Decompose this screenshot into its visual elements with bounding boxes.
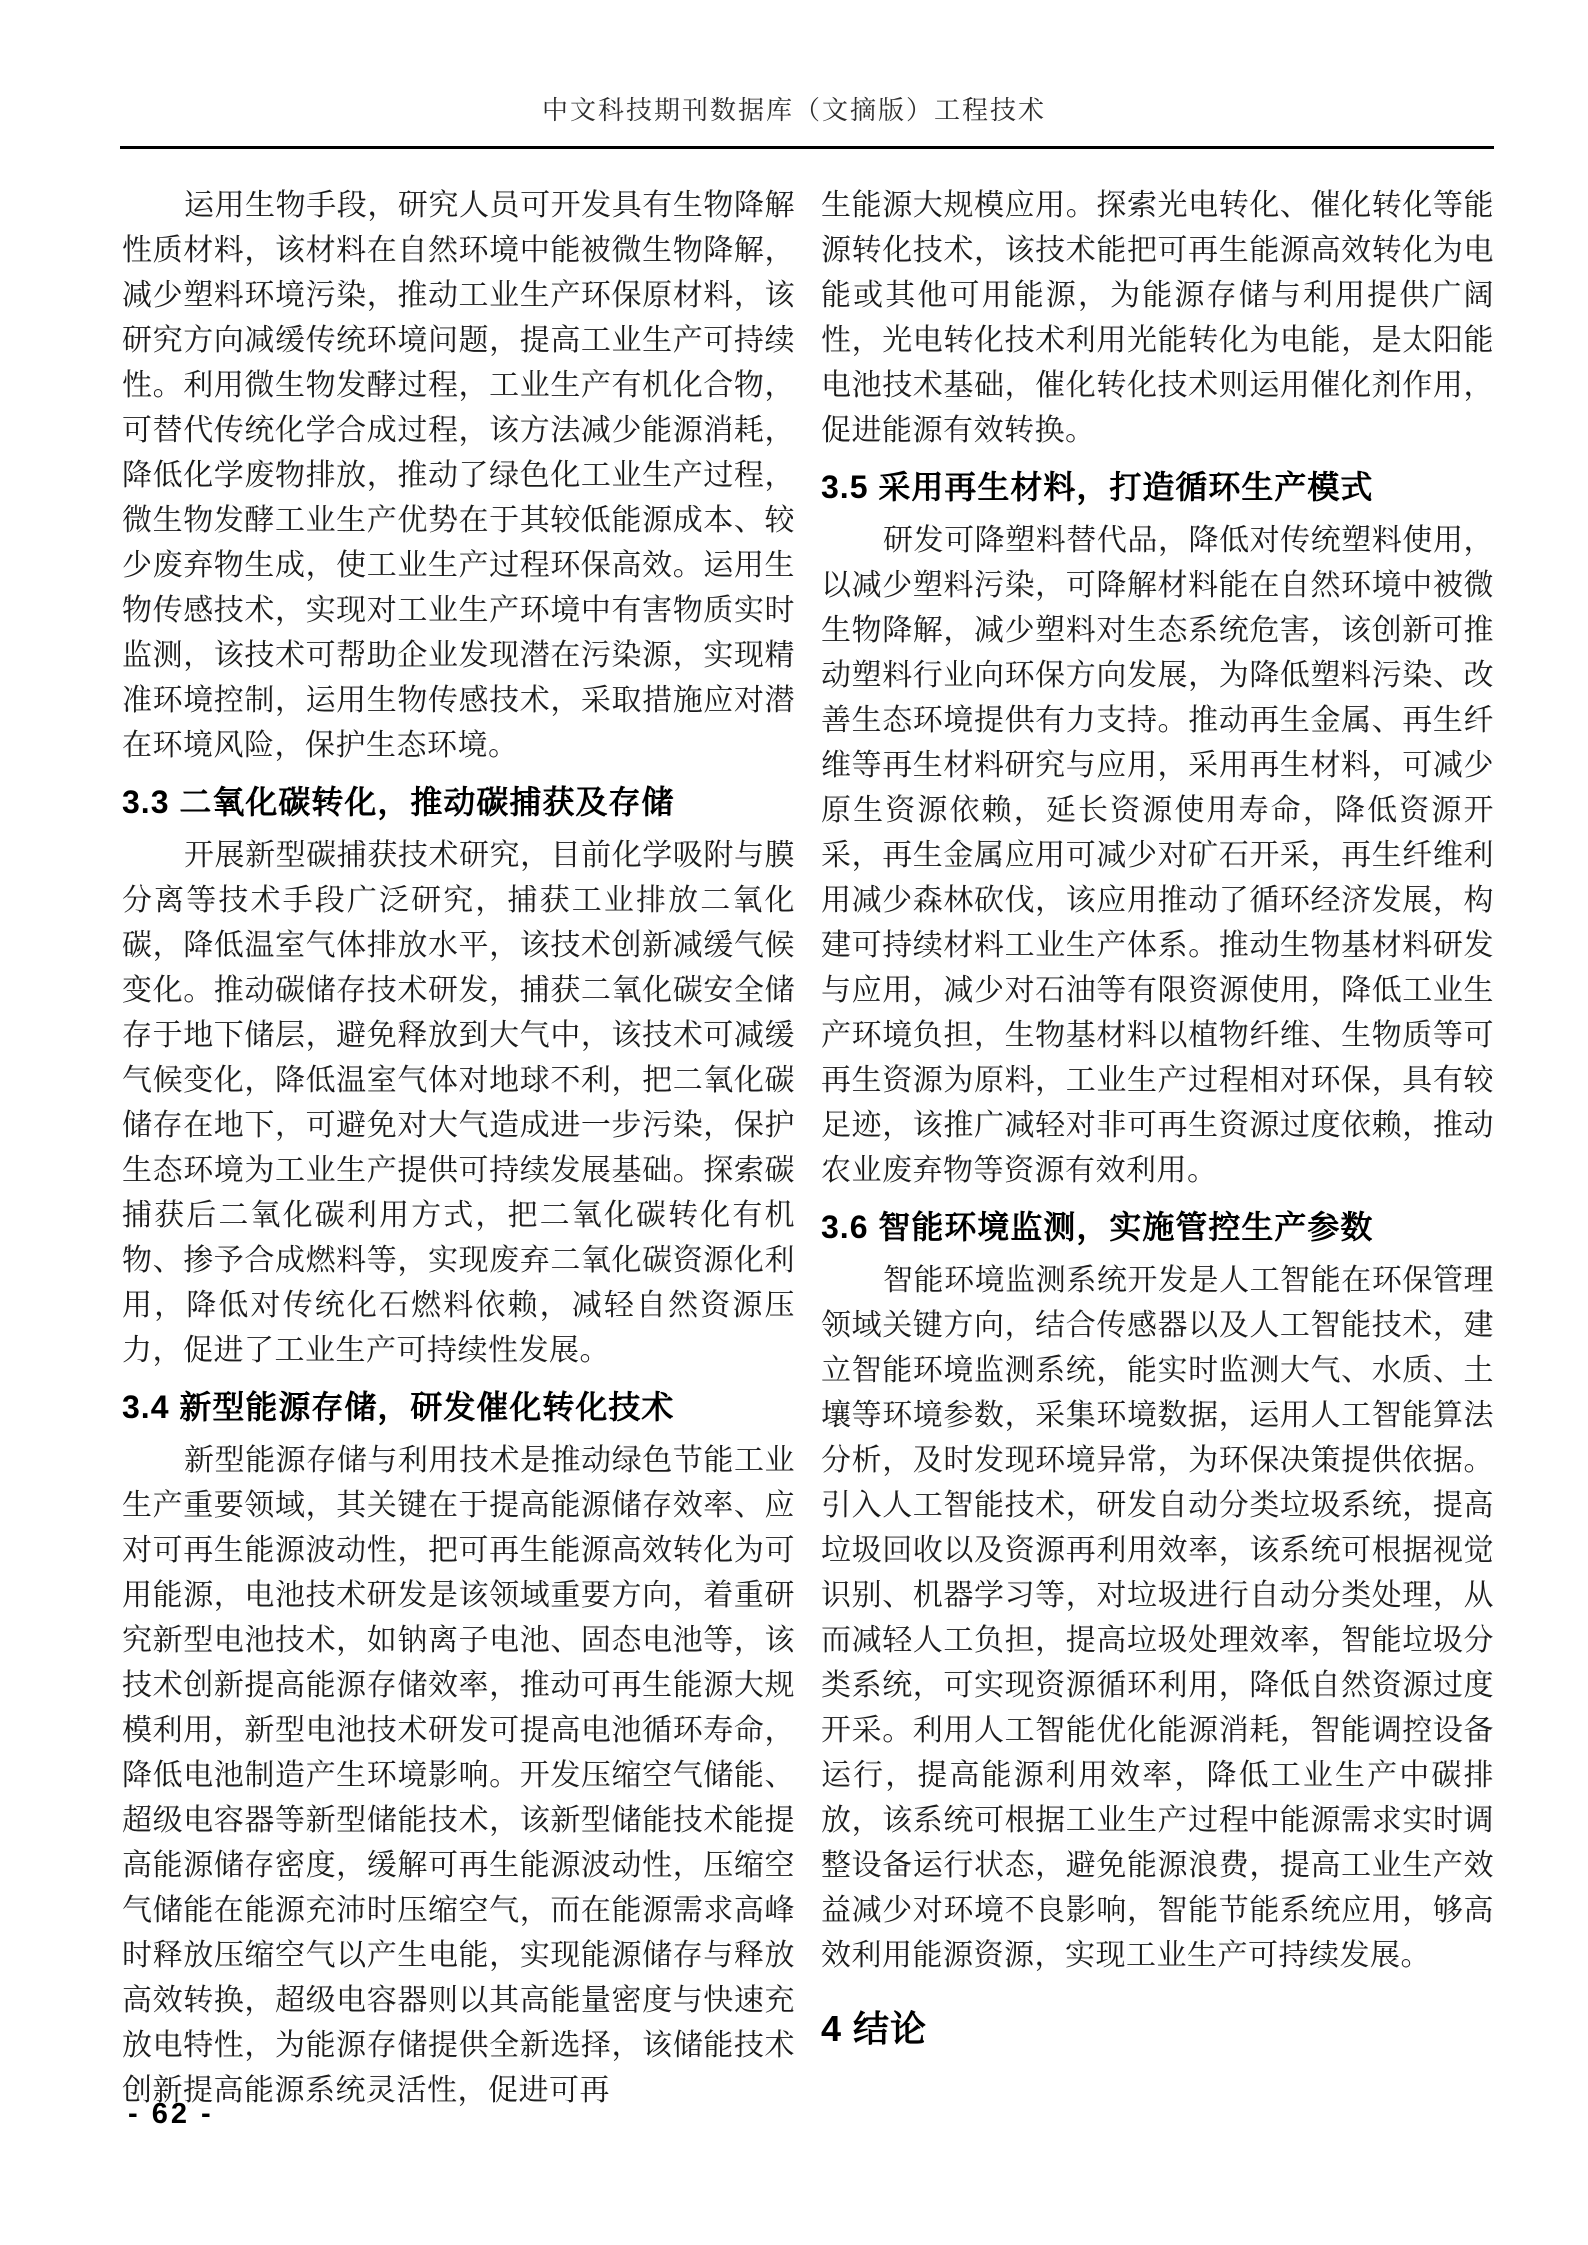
section-heading: 3.5 采用再生材料，打造循环生产模式 (821, 469, 1374, 505)
left-column (122, 183, 795, 2113)
two-column-body (122, 183, 1494, 2113)
body-paragraph: 新型能源存储与利用技术是推动绿色节能工业生产重要领域，其关键在于提高能源储存效率、应对可再生能源波动性，把可再生能源高效转化为可用能源，电池技术研发是该领域重要方向，着重研究新型电池技术，如钠离子电池、固态电池等，该技术创新提高能源存储效率，推动可再生能源大规模利用，新型电池技术研发可提高电池循环寿命，降低电池制造产生环境影响。开发压缩空气储能、超级电容器等新型储能技术，该新型储能技术能提高能源储存密度，缓解可再生能源波动性，压缩空气储能在能源充沛时压缩空气，而在能源需求高峰时释放压缩空气以产生电能，实现能源储存与释放高效转换，超级电容器则以其高能量密度与快速充放电特性，为能源存储提供全新选择，该储能技术创新提高能源系统灵活性，促进可再 (122, 1444, 795, 2107)
page-header-title: 中文科技期刊数据库（文摘版）工程技术 (541, 96, 1046, 125)
body-paragraph: 生能源大规模应用。探索光电转化、催化转化等能源转化技术，该技术能把可再生能源高效转化为电能或其他可用能源，为能源存储与利用提供广阔性，光电转化技术利用光能转化为电能，是太阳能电池技术基础，催化转化技术则运用催化剂作用，促进能源有效转换。 (821, 189, 1494, 447)
section-heading: 4 结论 (821, 2008, 928, 2049)
section-heading: 3.6 智能环境监测，实施管控生产参数 (821, 1209, 1374, 1245)
section-heading: 3.4 新型能源存储，研发催化转化技术 (122, 1389, 675, 1425)
body-paragraph: 智能环境监测系统开发是人工智能在环保管理领域关键方向，结合传感器以及人工智能技术，建立智能环境监测系统，能实时监测大气、水质、土壤等环境参数，采集环境数据，运用人工智能算法分析，及时发现环境异常，为环保决策提供依据。引入人工智能技术，研发自动分类垃圾系统，提高垃圾回收以及资源再利用效率，该系统可根据视觉识别、机器学习等，对垃圾进行自动分类处理，从而减轻人工负担，提高垃圾处理效率，智能垃圾分类系统，可实现资源循环利用，降低自然资源过度开采。利用人工智能优化能源消耗，智能调控设备运行，提高能源利用效率，降低工业生产中碳排放，该系统可根据工业生产过程中能源需求实时调整设备运行状态，避免能源浪费，提高工业生产效益减少对环境不良影响，智能节能系统应用，够高效利用能源资源，实现工业生产可持续发展。 (821, 1264, 1494, 1972)
body-paragraph: 运用生物手段，研究人员可开发具有生物降解性质材料，该材料在自然环境中能被微生物降解，减少塑料环境污染，推动工业生产环保原材料，该研究方向减缓传统环境问题，提高工业生产可持续性。利用微生物发酵过程，工业生产有机化合物，可替代传统化学合成过程，该方法减少能源消耗，降低化学废物排放，推动了绿色化工业生产过程，微生物发酵工业生产优势在于其较低能源成本、较少废弃物生成，使工业生产过程环保高效。运用生物传感技术，实现对工业生产环境中有害物质实时监测，该技术可帮助企业发现潜在污染源，实现精准环境控制，运用生物传感技术，采取措施应对潜在环境风险，保护生态环境。 (122, 189, 795, 762)
right-column (821, 183, 1494, 2062)
footer-page-number: - 62 - (128, 2098, 214, 2130)
header-divider-rule (120, 146, 1494, 149)
body-paragraph: 开展新型碳捕获技术研究，目前化学吸附与膜分离等技术手段广泛研究，捕获工业排放二氧化碳，降低温室气体排放水平，该技术创新减缓气候变化。推动碳储存技术研发，捕获二氧化碳安全储存于地下储层，避免释放到大气中，该技术可减缓气候变化，降低温室气体对地球不利，把二氧化碳储存在地下，可避免对大气造成进一步污染，保护生态环境为工业生产提供可持续发展基础。探索碳捕获后二氧化碳利用方式，把二氧化碳转化有机物、掺予合成燃料等，实现废弃二氧化碳资源化利用，降低对传统化石燃料依赖，减轻自然资源压力，促进了工业生产可持续性发展。 (122, 839, 795, 1367)
body-paragraph: 研发可降塑料替代品，降低对传统塑料使用，以减少塑料污染，可降解材料能在自然环境中被微生物降解，减少塑料对生态系统危害，该创新可推动塑料行业向环保方向发展，为降低塑料污染、改善生态环境提供有力支持。推动再生金属、再生纤维等再生材料研究与应用，采用再生材料，可减少原生资源依赖，延长资源使用寿命，降低资源开采，再生金属应用可减少对矿石开采，再生纤维利用减少森林砍伐，该应用推动了循环经济发展，构建可持续材料工业生产体系。推动生物基材料研发与应用，减少对石油等有限资源使用，降低工业生产环境负担，生物基材料以植物纤维、生物质等可再生资源为原料，工业生产过程相对环保，具有较足迹，该推广减轻对非可再生资源过度依赖，推动农业废弃物等资源有效利用。 (821, 524, 1494, 1187)
section-heading: 3.3 二氧化碳转化，推动碳捕获及存储 (122, 784, 675, 820)
